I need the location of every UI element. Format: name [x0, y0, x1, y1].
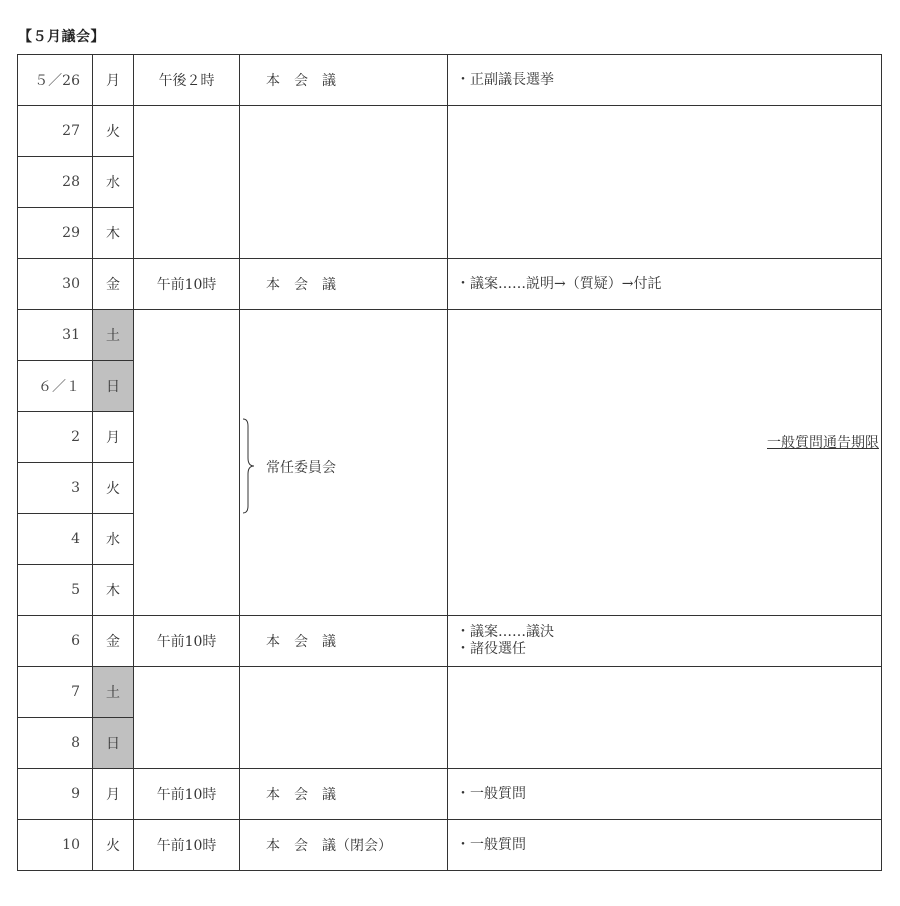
date-cell: ５／26 [18, 55, 93, 106]
weekday-cell: 木 [93, 565, 134, 616]
page-title: 【５月議会】 [18, 29, 105, 45]
date-cell: ６／１ [18, 361, 93, 412]
weekday-cell: 土 [93, 310, 134, 361]
agenda-cell [448, 667, 882, 769]
agenda-cell [448, 106, 882, 259]
meeting-cell: 本 会 議 [240, 769, 448, 820]
meeting-cell: 本 会 議 [240, 55, 448, 106]
date-cell: 5 [18, 565, 93, 616]
agenda-cell [448, 55, 882, 106]
table-row [18, 667, 882, 718]
brace-icon [242, 418, 258, 514]
agenda-item: ・正副議長選挙 [456, 71, 554, 88]
time-cell [134, 310, 240, 616]
agenda-item: ・議案……説明→（質疑）→付託 [456, 275, 662, 292]
date-cell: 29 [18, 208, 93, 259]
deadline-note: 一般質問通告期限 [767, 435, 879, 451]
committee-cell [240, 310, 448, 616]
agenda-cell [448, 769, 882, 820]
table-row [18, 55, 882, 106]
committee-label: 常任委員会 [266, 460, 336, 476]
weekday-cell: 日 [93, 718, 134, 769]
weekday-cell: 火 [93, 463, 134, 514]
agenda-item: ・一般質問 [456, 785, 526, 802]
time-cell: 午前10時 [134, 769, 240, 820]
time-cell [134, 106, 240, 259]
agenda-item: ・一般質問 [456, 836, 526, 853]
weekday-cell: 金 [93, 616, 134, 667]
agenda-item: ・諸役選任 [456, 641, 526, 657]
table-row [18, 616, 882, 667]
weekday-cell: 木 [93, 208, 134, 259]
meeting-cell: 本 会 議（閉会） [240, 820, 448, 871]
date-cell: 7 [18, 667, 93, 718]
time-cell: 午後２時 [134, 55, 240, 106]
time-cell: 午前10時 [134, 616, 240, 667]
agenda-cell [448, 259, 882, 310]
meeting-cell: 本 会 議 [240, 616, 448, 667]
date-cell: 6 [18, 616, 93, 667]
date-cell: 30 [18, 259, 93, 310]
table-row [18, 769, 882, 820]
weekday-cell: 月 [93, 55, 134, 106]
weekday-cell: 水 [93, 514, 134, 565]
time-cell: 午前10時 [134, 259, 240, 310]
agenda-item: ・議案……議決 [456, 624, 554, 640]
table-row [18, 820, 882, 871]
weekday-cell: 水 [93, 157, 134, 208]
date-cell: 2 [18, 412, 93, 463]
agenda-cell [448, 616, 882, 667]
date-cell: 8 [18, 718, 93, 769]
meeting-cell [240, 667, 448, 769]
table-row [18, 259, 882, 310]
time-cell: 午前10時 [134, 820, 240, 871]
weekday-cell: 火 [93, 106, 134, 157]
agenda-cell [448, 820, 882, 871]
date-cell: 31 [18, 310, 93, 361]
date-cell: 4 [18, 514, 93, 565]
weekday-cell: 土 [93, 667, 134, 718]
weekday-cell: 日 [93, 361, 134, 412]
date-cell: 27 [18, 106, 93, 157]
time-cell [134, 667, 240, 769]
table-row [18, 310, 882, 361]
meeting-cell: 本 会 議 [240, 259, 448, 310]
schedule-table [17, 54, 882, 871]
date-cell: 28 [18, 157, 93, 208]
date-cell: 9 [18, 769, 93, 820]
weekday-cell: 月 [93, 412, 134, 463]
date-cell: 10 [18, 820, 93, 871]
weekday-cell: 金 [93, 259, 134, 310]
table-row [18, 106, 882, 157]
weekday-cell: 月 [93, 769, 134, 820]
meeting-cell [240, 106, 448, 259]
weekday-cell: 火 [93, 820, 134, 871]
date-cell: 3 [18, 463, 93, 514]
agenda-cell [448, 310, 882, 616]
